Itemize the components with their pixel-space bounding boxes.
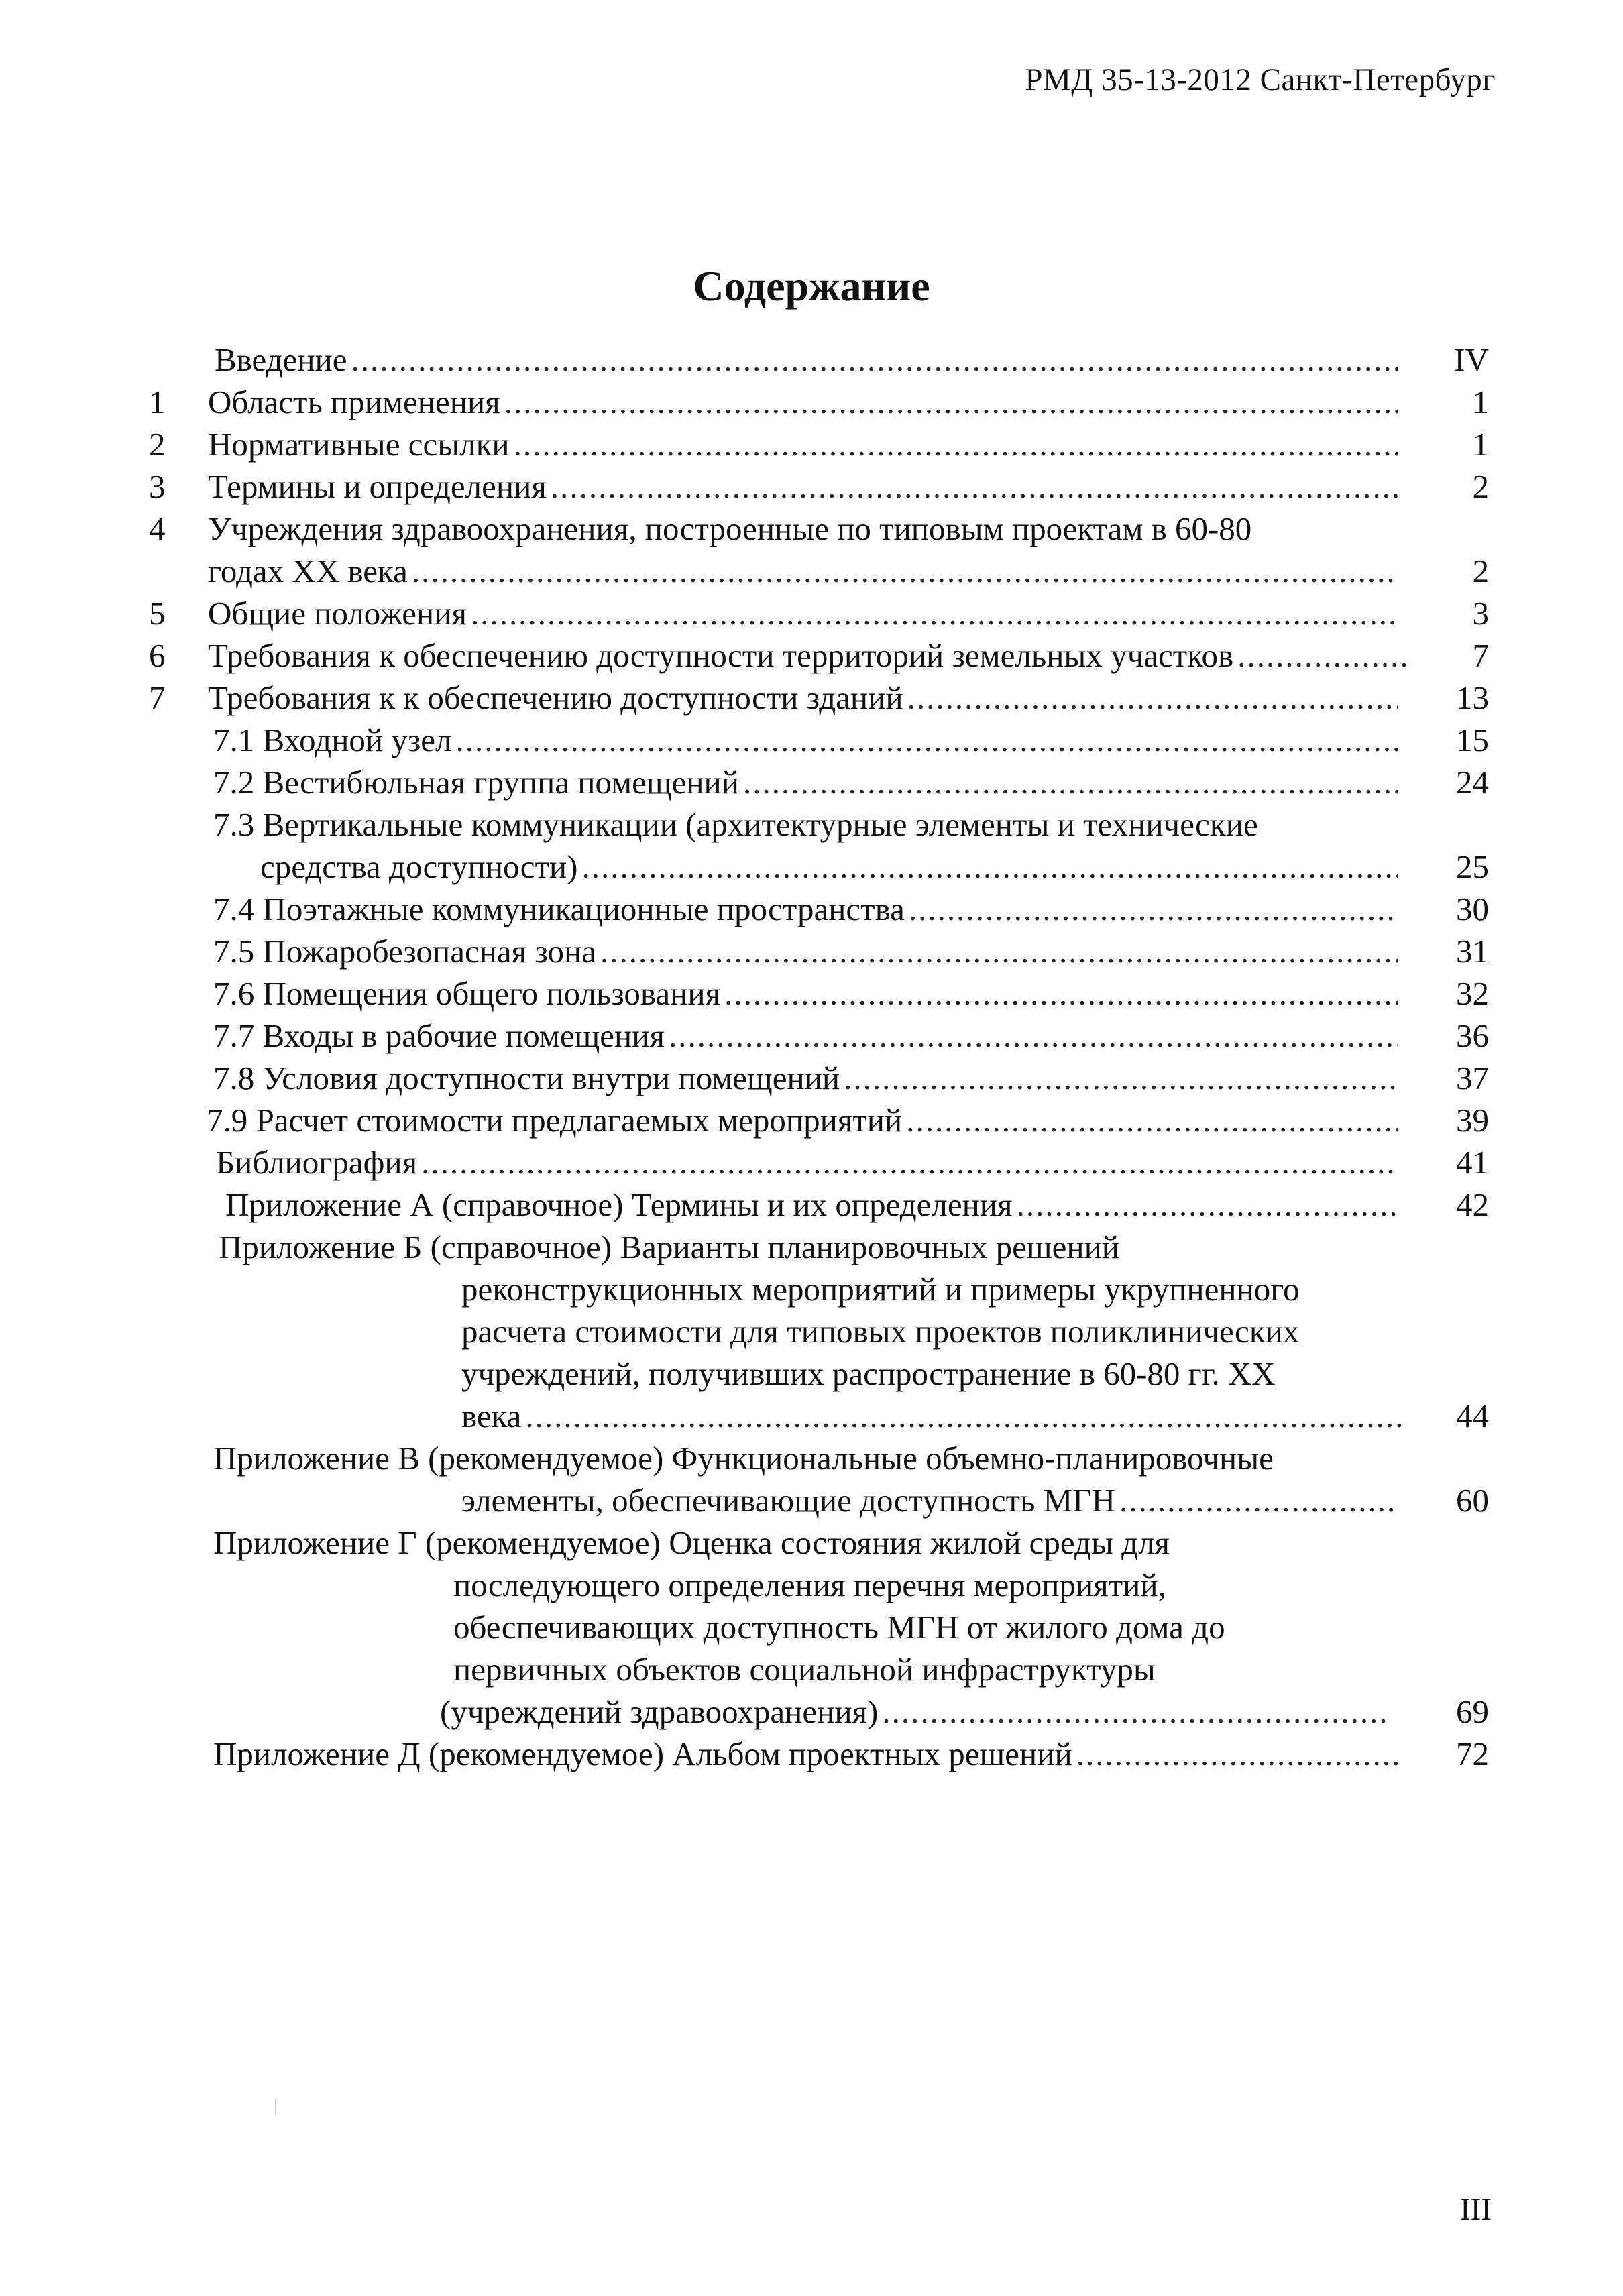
dot-leader (581, 848, 1398, 886)
toc-row-7-8 (141, 1059, 1489, 1101)
toc-label-line: века (461, 1397, 522, 1434)
table-of-contents (141, 341, 1489, 1777)
toc-page-number: 13 (1456, 679, 1489, 716)
dot-leader (351, 341, 1398, 379)
dot-leader (421, 1143, 1398, 1182)
toc-row-appendix-b-cont (141, 1312, 1489, 1355)
dot-leader (906, 1101, 1398, 1139)
dot-leader (882, 1692, 1391, 1731)
toc-row-7-7 (141, 1017, 1489, 1059)
toc-row-section-3 (141, 467, 1489, 510)
dot-leader (504, 383, 1398, 421)
toc-label: Термины и определения (208, 468, 547, 505)
toc-page-number: 60 (1456, 1482, 1489, 1519)
toc-row-intro (141, 341, 1489, 383)
toc-page-number: 69 (1456, 1693, 1489, 1730)
toc-row-section-7 (141, 679, 1489, 721)
toc-row-bibliography (141, 1143, 1489, 1186)
toc-page-number: 2 (1472, 468, 1489, 505)
toc-row-appendix-g-cont (141, 1650, 1489, 1692)
toc-row-appendix-v (141, 1439, 1489, 1481)
toc-label: Требования к к обеспечению доступности зданий (208, 679, 903, 716)
dot-leader (669, 1017, 1398, 1055)
toc-row-appendix-a (141, 1186, 1489, 1228)
toc-page-number: 7 (1472, 637, 1489, 674)
toc-row-section-4-cont (141, 552, 1489, 594)
toc-page-number: 24 (1456, 764, 1489, 801)
dot-leader (1237, 636, 1411, 675)
toc-row-7-9 (141, 1101, 1489, 1143)
toc-label-line: обеспечивающих доступность МГН от жилого дома до (453, 1609, 1225, 1646)
toc-page-number: 31 (1456, 933, 1489, 970)
toc-section-number: 4 (149, 510, 166, 547)
toc-label: Введение (215, 341, 347, 378)
dot-leader (525, 1397, 1403, 1435)
dot-leader (455, 721, 1398, 759)
toc-page-number: 37 (1456, 1059, 1489, 1096)
dot-leader (907, 679, 1398, 717)
toc-page-number: 2 (1472, 553, 1489, 589)
dot-leader (909, 890, 1398, 928)
toc-section-number: 7 (149, 679, 166, 716)
toc-label: 7.1 Входной узел (213, 722, 452, 758)
toc-label-line: расчета стоимости для типовых проектов поликлинических (461, 1313, 1300, 1350)
toc-label: 7.6 Помещения общего пользования (213, 975, 721, 1012)
toc-page-number: 42 (1456, 1186, 1489, 1223)
toc-page-number: 15 (1456, 722, 1489, 758)
toc-section-number: 5 (149, 595, 166, 632)
toc-page-number: 3 (1472, 595, 1489, 632)
toc-row-appendix-g-cont (141, 1608, 1489, 1650)
dot-leader (1119, 1481, 1396, 1519)
toc-label-line: Приложение Г (рекомендуемое) Оценка состояния жилой среды для (213, 1524, 1170, 1561)
toc-label-line: реконструкционных мероприятий и примеры укрупненного (461, 1271, 1300, 1308)
toc-row-section-4 (141, 510, 1489, 552)
toc-row-7-6 (141, 974, 1489, 1017)
toc-label-line: учреждений, получивших распространение в 60-80 гг. XX (461, 1355, 1276, 1392)
dot-leader (743, 763, 1398, 801)
toc-row-appendix-v-cont (141, 1481, 1489, 1524)
toc-label-line: 7.3 Вертикальные коммуникации (архитектурные элементы и технические (213, 806, 1258, 843)
toc-row-7-3 (141, 805, 1489, 848)
toc-label: Приложение Д (рекомендуемое) Альбом проектных решений (213, 1735, 1072, 1772)
toc-page-number: IV (1454, 341, 1489, 378)
toc-label-line: первичных объектов социальной инфраструктуры (453, 1651, 1156, 1688)
toc-label: Приложение А (справочное) Термины и их определения (225, 1186, 1013, 1223)
toc-row-7-1 (141, 721, 1489, 763)
dot-leader (471, 594, 1398, 632)
toc-row-section-5 (141, 594, 1489, 636)
document-header: РМД 35-13-2012 Санкт-Петербург (1025, 62, 1496, 97)
toc-row-appendix-g (141, 1524, 1489, 1566)
toc-page-number: 41 (1456, 1144, 1489, 1181)
toc-row-appendix-b-cont (141, 1270, 1489, 1312)
toc-label-line: средства доступности) (260, 848, 578, 885)
toc-label: Нормативные ссылки (208, 426, 510, 463)
toc-label-line: элементы, обеспечивающие доступность МГН (461, 1482, 1115, 1519)
toc-page-number: 25 (1456, 848, 1489, 885)
toc-row-appendix-g-cont (141, 1692, 1489, 1735)
dot-leader (551, 467, 1398, 506)
page-number: III (1460, 2192, 1492, 2227)
toc-page-number: 1 (1472, 384, 1489, 420)
toc-row-section-1 (141, 383, 1489, 425)
toc-label: 7.8 Условия доступности внутри помещений (213, 1059, 840, 1096)
toc-label: 7.2 Вестибюльная группа помещений (213, 764, 739, 801)
toc-page-number: 30 (1456, 891, 1489, 927)
toc-row-7-2 (141, 763, 1489, 805)
toc-row-appendix-d (141, 1735, 1489, 1777)
toc-page-number: 39 (1456, 1102, 1489, 1139)
toc-page-number: 32 (1456, 975, 1489, 1012)
toc-label-line: (учреждений здравоохранения) (440, 1693, 879, 1730)
toc-row-section-2 (141, 425, 1489, 467)
dot-leader (844, 1059, 1398, 1097)
toc-label: 7.9 Расчет стоимости предлагаемых мероприятий (207, 1102, 903, 1139)
toc-row-7-5 (141, 932, 1489, 974)
toc-row-appendix-g-cont (141, 1566, 1489, 1608)
toc-label: Библиография (216, 1144, 418, 1181)
toc-row-appendix-b-cont (141, 1397, 1489, 1439)
toc-section-number: 1 (149, 384, 166, 420)
toc-label-line: Приложение Б (справочное) Варианты планировочных решений (219, 1228, 1120, 1265)
toc-row-7-3-cont (141, 848, 1489, 890)
page-title: Содержание (693, 262, 930, 310)
toc-label: Общие положения (208, 595, 467, 632)
toc-label: Требования к обеспечению доступности территорий земельных участков (208, 637, 1234, 674)
toc-label: 7.5 Пожаробезопасная зона (213, 933, 596, 970)
toc-label-line: годах XX века (208, 553, 408, 589)
toc-label-line: Учреждения здравоохранения, построенные по типовым проектам в 60-80 (208, 510, 1252, 547)
dot-leader (600, 932, 1398, 970)
toc-page-number: 72 (1456, 1735, 1489, 1772)
toc-section-number: 2 (149, 426, 166, 463)
toc-row-section-6 (141, 636, 1489, 679)
toc-row-7-4 (141, 890, 1489, 932)
toc-row-appendix-b (141, 1228, 1489, 1270)
toc-label-line: последующего определения перечня мероприятий, (453, 1566, 1166, 1603)
toc-label: 7.4 Поэтажные коммуникационные пространства (213, 891, 905, 927)
toc-row-appendix-b-cont (141, 1355, 1489, 1397)
toc-label-line: Приложение В (рекомендуемое) Функциональные объемно-планировочные (213, 1440, 1274, 1477)
toc-label: Область применения (208, 384, 500, 420)
toc-page-number: 1 (1472, 426, 1489, 463)
toc-section-number: 3 (149, 468, 166, 505)
dot-leader (724, 974, 1398, 1013)
toc-label: 7.7 Входы в рабочие помещения (213, 1017, 665, 1054)
toc-page-number: 36 (1456, 1017, 1489, 1054)
scan-artifact (275, 2099, 276, 2115)
dot-leader (412, 552, 1398, 590)
dot-leader (1017, 1186, 1398, 1224)
dot-leader (514, 425, 1398, 463)
toc-section-number: 6 (149, 637, 166, 674)
dot-leader (1076, 1735, 1402, 1773)
toc-page-number: 44 (1456, 1397, 1489, 1434)
